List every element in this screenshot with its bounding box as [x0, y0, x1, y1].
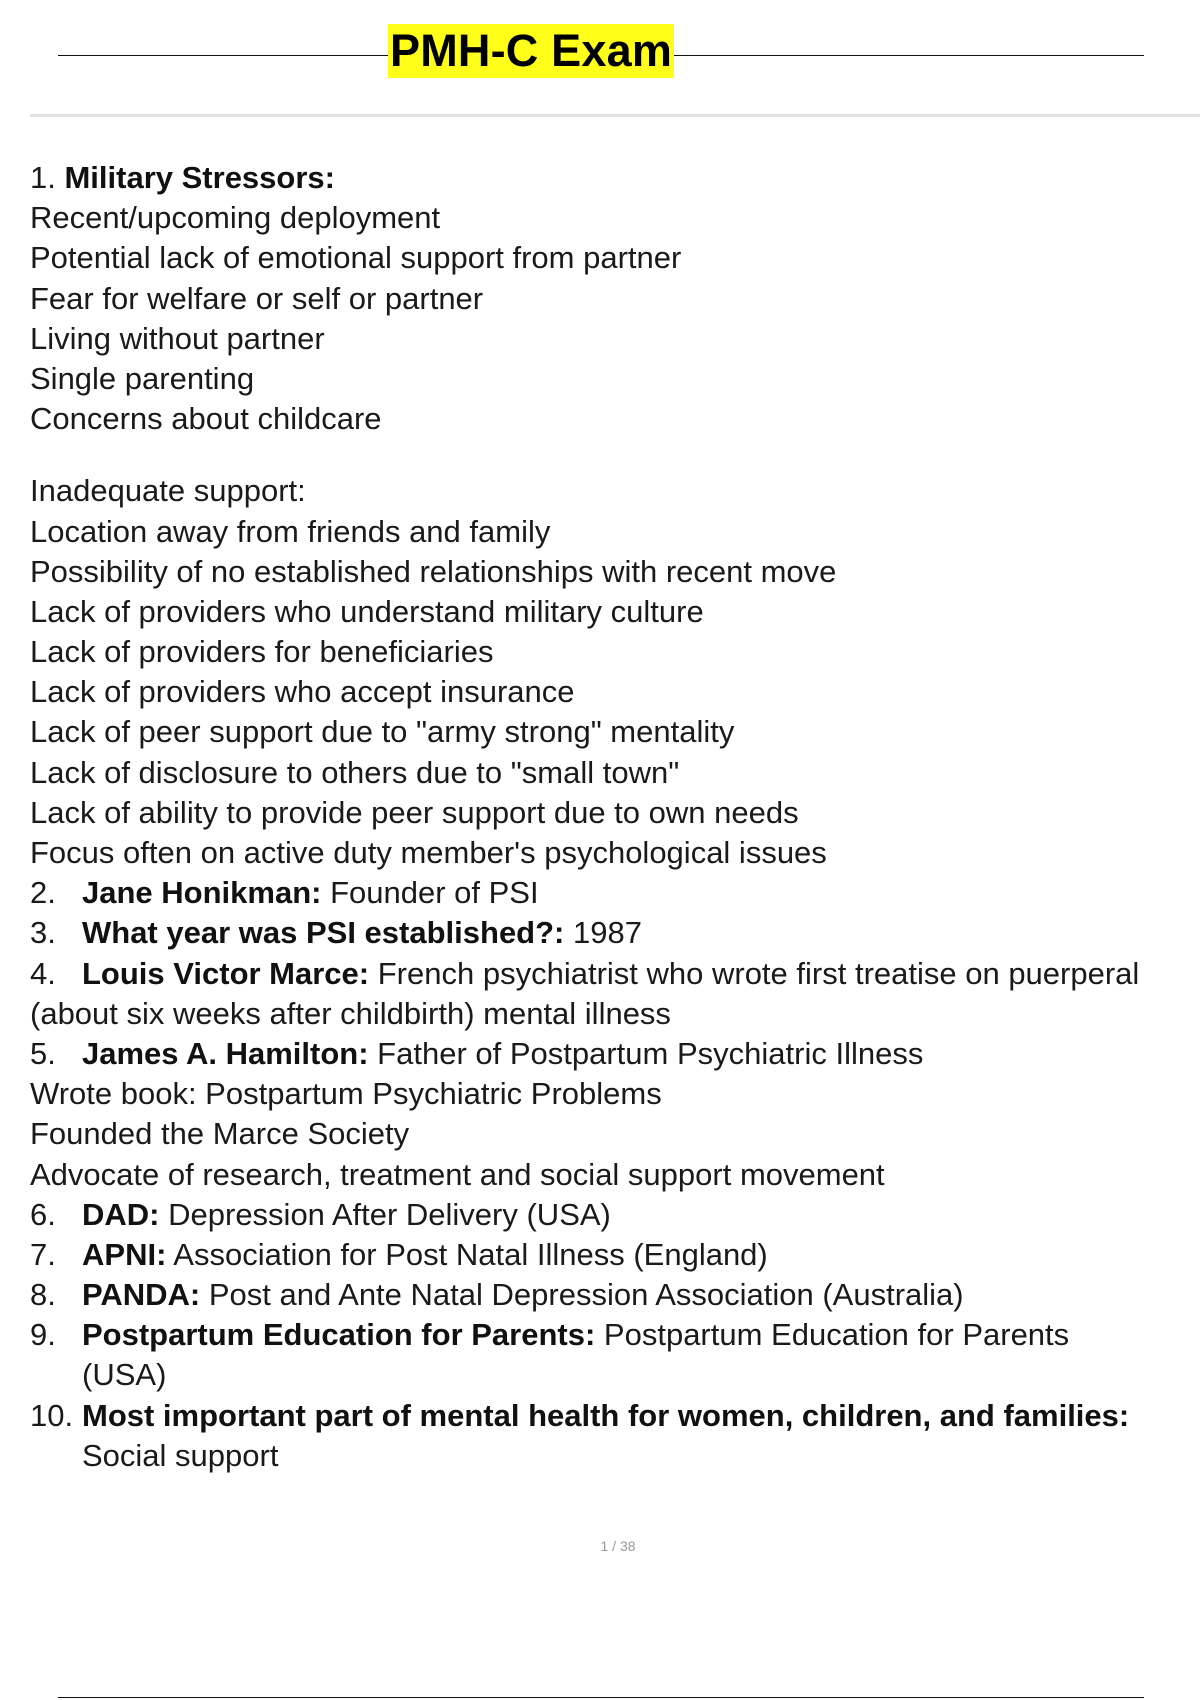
page-title: PMH-C Exam: [390, 25, 673, 76]
question-answer: Post and Ante Natal Depression Association (Australia): [208, 1277, 964, 1313]
page-indicator: 1 / 38: [600, 1538, 636, 1554]
question-answer: French psychiatrist who wrote first treatise on puerperal: [377, 955, 1140, 991]
list-item: Living without partner: [30, 320, 325, 356]
bottom-rule: [58, 1697, 1144, 1698]
paragraph-gap: [30, 439, 1180, 471]
list-item: Location away from friends and family: [30, 513, 551, 549]
list-item: Concerns about childcare: [30, 401, 382, 437]
list-item: Possibility of no established relationships with recent move: [30, 553, 837, 589]
list-item: Focus often on active duty member's psychological issues: [30, 835, 827, 870]
question-7: [30, 1235, 1180, 1275]
list-item: Lack of providers who understand military culture: [30, 593, 704, 629]
question-term: What year was PSI established?:: [82, 915, 565, 951]
question-4: [30, 954, 1180, 994]
question-number: 6.: [30, 1196, 56, 1232]
list-item: Recent/upcoming deployment: [30, 200, 441, 236]
document-body: [30, 158, 1180, 1476]
list-item: Lack of providers who accept insurance: [30, 674, 575, 710]
question-answer: Depression After Delivery (USA): [168, 1196, 611, 1232]
question-number: 5.: [30, 1035, 56, 1071]
question-number: 7.: [30, 1236, 56, 1272]
list-item: Fear for welfare or self or partner: [30, 280, 484, 316]
list-item: Potential lack of emotional support from partner: [30, 240, 682, 276]
question-term: Postpartum Education for Parents:: [82, 1317, 596, 1353]
question-10-answer: Social support: [82, 1437, 279, 1473]
question-term: Jane Honikman:: [82, 875, 322, 911]
question-4-continuation: (about six weeks after childbirth) mental illness: [30, 995, 671, 1031]
question-9: [30, 1315, 1180, 1355]
question-number: 10.: [30, 1397, 74, 1433]
support-heading: Inadequate support:: [30, 473, 306, 509]
question-number: 3.: [30, 915, 56, 951]
title-row: [58, 18, 1144, 80]
question-answer: Founder of PSI: [330, 875, 539, 911]
question-answer: Association for Post Natal Illness (England): [173, 1236, 768, 1272]
question-number: 9.: [30, 1317, 56, 1353]
question-number: 1.: [30, 160, 56, 195]
question-answer: Father of Postpartum Psychiatric Illness: [377, 1035, 924, 1071]
list-item: Wrote book: Postpartum Psychiatric Problems: [30, 1076, 662, 1112]
list-item: Lack of providers for beneficiaries: [30, 634, 494, 670]
question-term: DAD:: [82, 1196, 160, 1232]
question-5: [30, 1034, 1180, 1074]
question-8: [30, 1275, 1180, 1315]
question-9-continuation: (USA): [82, 1357, 167, 1393]
list-item: Lack of disclosure to others due to "small town": [30, 754, 680, 790]
question-term: James A. Hamilton:: [82, 1035, 369, 1071]
question-term: APNI:: [82, 1236, 167, 1272]
question-term: Most important part of mental health for women, children, and families:: [82, 1397, 1130, 1433]
list-item: Lack of ability to provide peer support due to own needs: [30, 794, 799, 830]
question-number: 2.: [30, 875, 56, 911]
question-3: [30, 913, 1180, 953]
question-answer: Postpartum Education for Parents: [603, 1317, 1070, 1353]
question-6: [30, 1195, 1180, 1235]
question-number: 4.: [30, 955, 56, 991]
question-10: [30, 1396, 1180, 1436]
list-item: Advocate of research, treatment and social support movement: [30, 1156, 885, 1192]
list-item: Lack of peer support due to "army strong" mentality: [30, 714, 735, 750]
question-term: PANDA:: [82, 1277, 201, 1313]
question-number: 8.: [30, 1277, 56, 1313]
question-term: Louis Victor Marce:: [82, 955, 370, 991]
question-term: Military Stressors:: [64, 160, 335, 195]
question-1-heading: [30, 158, 1180, 198]
list-item: Single parenting: [30, 360, 255, 396]
list-item: Founded the Marce Society: [30, 1116, 410, 1152]
question-answer: 1987: [573, 915, 642, 951]
question-2: [30, 873, 1180, 913]
header-separator: [30, 114, 1200, 117]
